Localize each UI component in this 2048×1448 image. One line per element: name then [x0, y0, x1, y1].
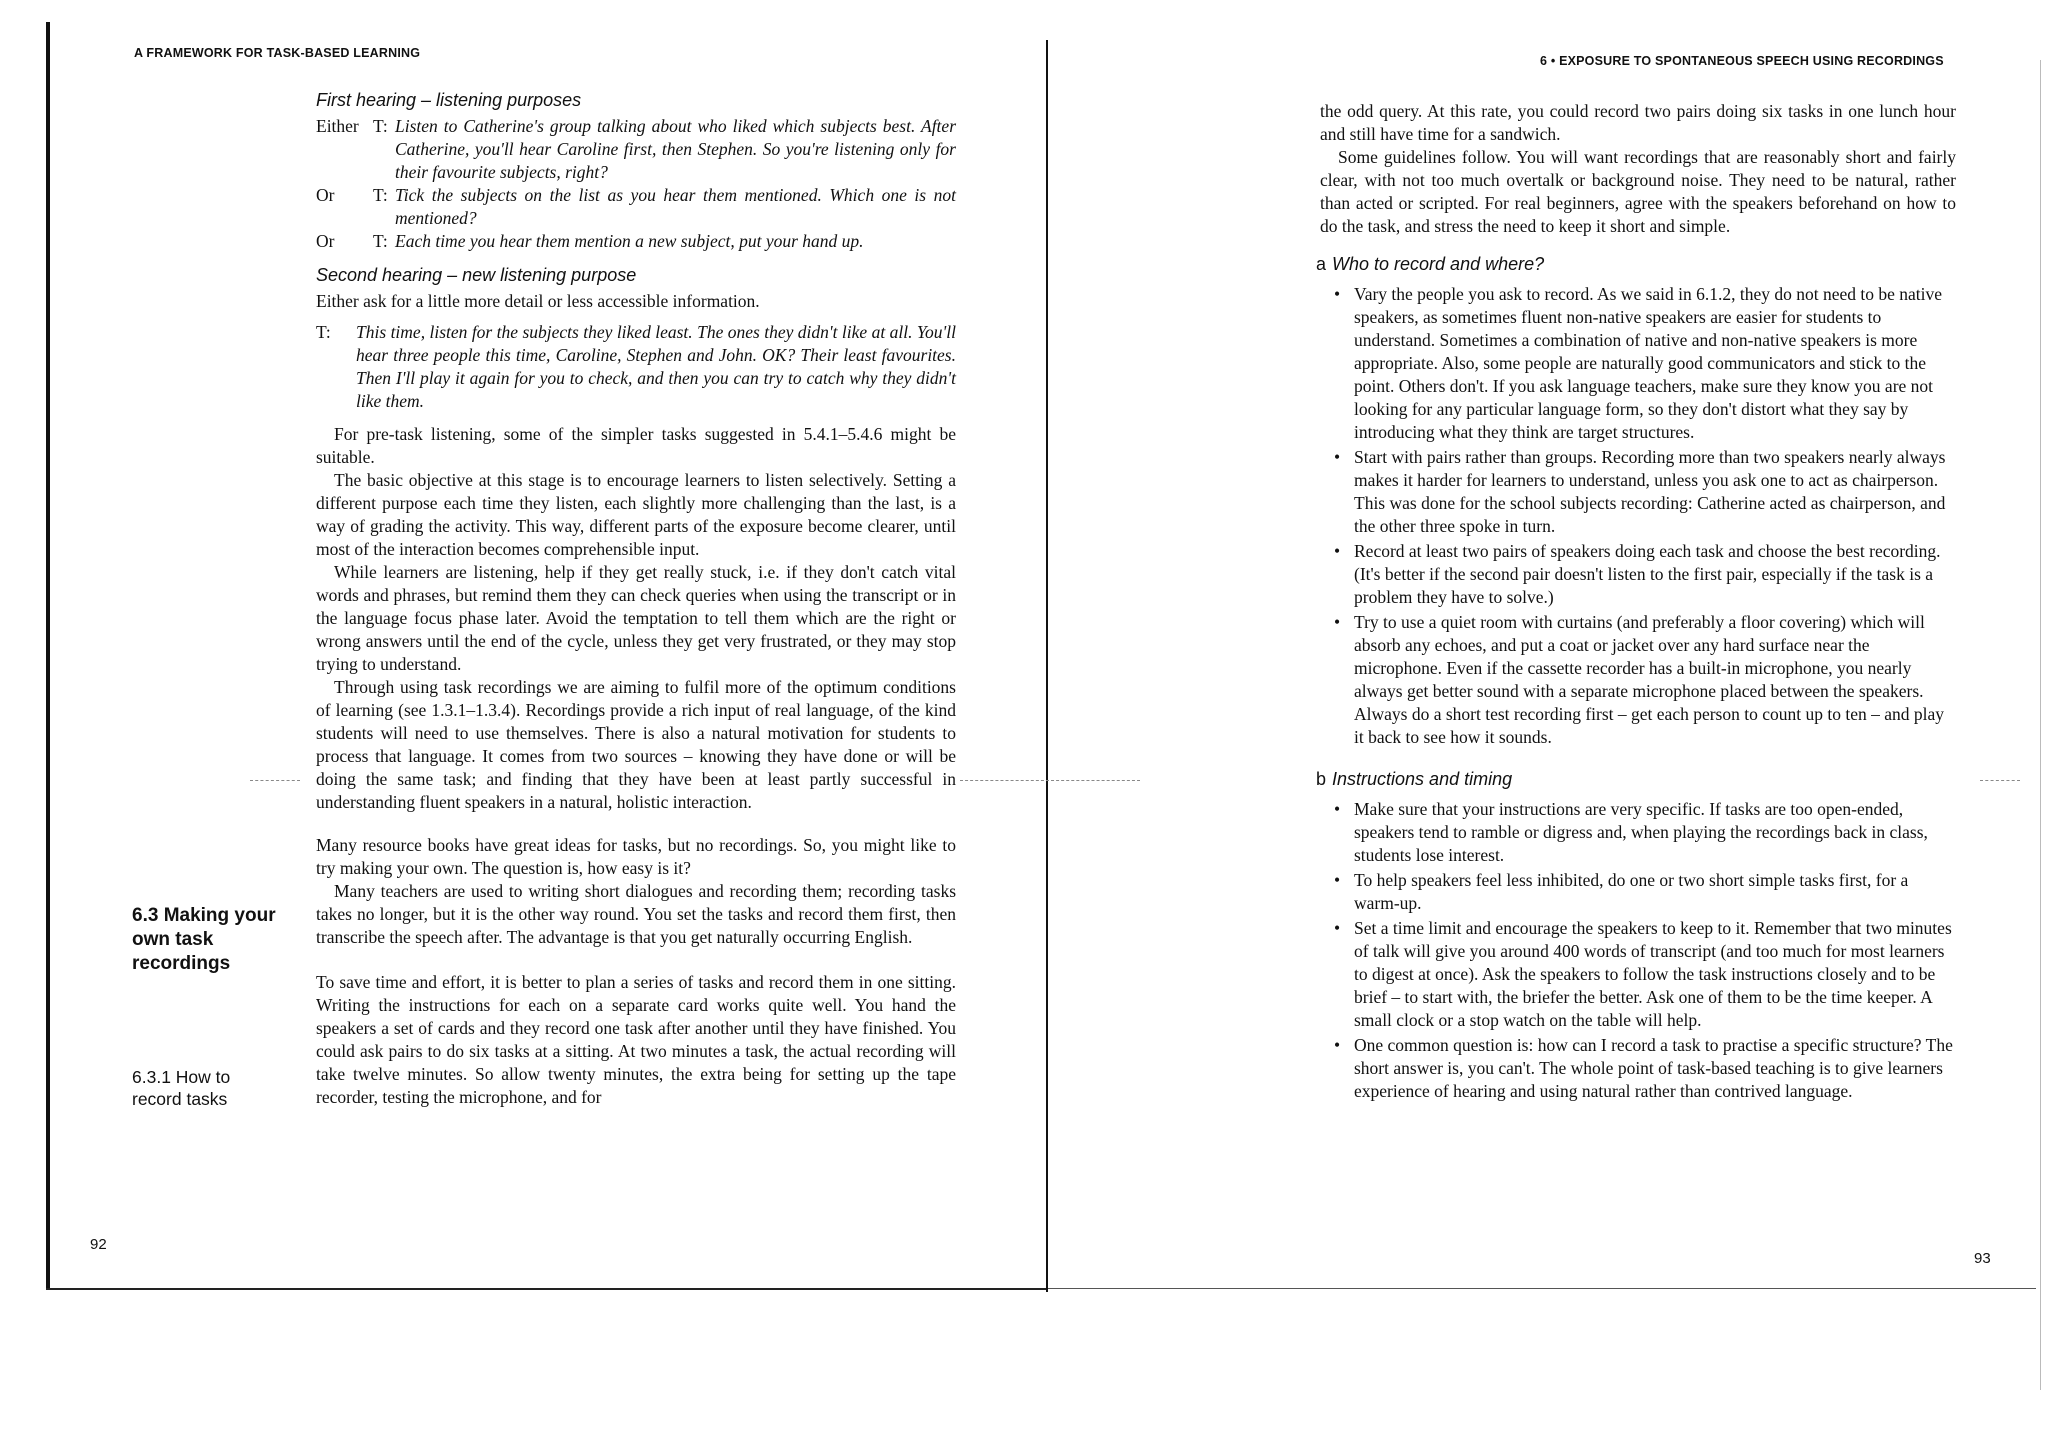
paragraph: The basic objective at this stage is to encourage learners to listen selectively. Setting a different purpose each time they listen, each slightly more challenging than the last, is a way of grading the activity. This way, different parts of the exposure become clearer, until most of the interaction becomes comprehensible input. — [316, 470, 956, 559]
body-paragraphs — [316, 423, 956, 814]
teacher-instruction — [316, 321, 956, 413]
teacher-label: T: — [373, 231, 388, 251]
subsection-a-heading — [1316, 254, 1956, 275]
paragraph: the odd query. At this rate, you could record two pairs doing six tasks in one lunch hour and still have time for a sandwich. — [1320, 101, 1956, 144]
list-item: • Record at least two pairs of speakers doing each task and choose the best recording. (It's better if the second pair doesn't listen to the first pair, especially if the task is a problem they have to solve.) — [1320, 540, 1956, 609]
first-hearing-heading: First hearing – listening purposes — [316, 90, 582, 110]
left-page-edge — [46, 22, 50, 1290]
left-running-header: A FRAMEWORK FOR TASK-BASED LEARNING — [134, 46, 421, 60]
option-row — [316, 184, 956, 230]
right-page-edge — [2040, 60, 2041, 1390]
list-item: • Vary the people you ask to record. As we said in 6.1.2, they do not need to be native speakers, as sometimes fluent non-native speakers are easier for students to understand. Sometimes a combination of native and non-native speakers is more appropriate. Also, some people are naturally good communicators and stick to the point. Others don't. If you ask language teachers, make sure they know you are not looking for any particular language form, so they don't distort what they say by introducing what they think are target structures. — [1320, 283, 1956, 444]
section-6-3-heading: 6.3 Making your own task recordings — [132, 905, 276, 974]
section-6-3-1-body — [316, 971, 956, 1109]
subsection-title: Instructions and timing — [1332, 769, 1513, 789]
paragraph: Some guidelines follow. You will want recordings that are reasonably short and fairly clear, with not too much overtalk or background noise. They need to be natural, rather than acted or scripted. For real beginners, agree with the speakers beforehand on how to do the task, and stress the need to keep it short and simple. — [1320, 147, 1956, 236]
paragraph: To save time and effort, it is better to plan a series of tasks and record them in one sitting. Writing the instructions for each on a separate card works quite well. You hand the speakers a set of cards and they record one task after another until they have finished. You could ask pairs to do six tasks at a sitting. At two minutes a task, the actual recording will take twelve minutes. So allow twenty minutes, the extra being for setting up the tape recorder, testing the microphone, and for — [316, 972, 956, 1107]
subsection-letter: a — [1316, 254, 1327, 274]
subsection-title: Who to record and where? — [1332, 254, 1545, 274]
bottom-edge-line-right — [1046, 1288, 2036, 1289]
paragraph: While learners are listening, help if they get really stuck, i.e. if they don't catch vital words and phrases, but remind them they can check queries when using the transcript or in the language focus phase later. Avoid the temptation to tell them which are the right or wrong answers until the end of the cycle, unless they get very frustrated, or they may stop trying to understand. — [316, 562, 956, 674]
bullet-list-b — [1320, 798, 1956, 1103]
second-hearing-heading: Second hearing – new listening purpose — [316, 265, 637, 285]
second-hearing-section — [316, 265, 956, 413]
list-item: • Start with pairs rather than groups. Recording more than two speakers nearly always makes it harder for learners to understand, unless you ask one to act as chairperson. This was done for the school subjects recording: Catherine acted as chairperson, and the other three spoke in turn. — [1320, 446, 1956, 538]
list-item: • One common question is: how can I record a task to practise a specific structure? The short answer is, you can't. The whole point of task-based teaching is to give learners experience of hearing and using natural rather than contrived language. — [1320, 1034, 1956, 1103]
fold-mark-center — [960, 780, 1140, 781]
option-text: Each time you hear them mention a new subject, put your hand up. — [395, 231, 864, 251]
list-item: • Make sure that your instructions are very specific. If tasks are too open-ended, speakers tend to ramble or digress and, when playing the recordings back in class, students lose interest. — [1320, 798, 1956, 867]
fold-mark-left — [250, 780, 300, 781]
subsection-b-heading — [1316, 769, 1956, 790]
bullet-list-a — [1320, 283, 1956, 749]
teacher-label: T: — [316, 322, 331, 342]
right-intro — [1320, 100, 1956, 238]
right-page-number: 93 — [1974, 1250, 1991, 1267]
option-label: Or — [316, 185, 335, 205]
option-row — [316, 230, 956, 253]
left-page-number: 92 — [90, 1236, 107, 1253]
second-hearing-intro: Either ask for a little more detail or less accessible information. — [316, 291, 760, 311]
list-item: • Set a time limit and encourage the speakers to keep to it. Remember that two minutes of talk will give you around 400 words of transcript (and too much for most learners to digest at once). Ask the speakers to follow the task instructions closely and to be brief – to start with, the briefer the better. Ask one of them to be the time keeper. A small clock or a stop watch on the table will help. — [1320, 917, 1956, 1032]
right-running-header: 6 • EXPOSURE TO SPONTANEOUS SPEECH USING RECORDINGS — [1540, 54, 1944, 68]
teacher-label: T: — [373, 185, 388, 205]
section-6-3-1-heading: 6.3.1 How to record tasks — [132, 1067, 231, 1109]
first-hearing-section — [316, 90, 956, 253]
bottom-edge-line — [46, 1288, 1046, 1290]
teacher-instruction-text: This time, listen for the subjects they liked least. The ones they didn't like at all. You'll hear three people this time, Caroline, Stephen and John. OK? Their least favourites. Then I'll play it again for you to check, and then you can try to catch why they didn't like them. — [356, 322, 956, 411]
gutter-line — [1046, 40, 1048, 1292]
option-text: Tick the subjects on the list as you hear them mentioned. Which one is not mentioned? — [395, 185, 956, 228]
right-main-column — [1316, 100, 1956, 1105]
list-item: • Try to use a quiet room with curtains (and preferably a floor covering) which will absorb any echoes, and put a coat or jacket over any hard surface near the microphone. Even if the cassette recorder has a built-in microphone, you nearly always get better sound with a separate microphone placed between the speakers. Always do a short test recording first – get each person to count up to ten – and play it back to see how it sounds. — [1320, 611, 1956, 749]
section-6-3-body — [316, 834, 956, 949]
paragraph: For pre-task listening, some of the simpler tasks suggested in 5.4.1–5.4.6 might be suitable. — [316, 424, 956, 467]
left-main-column — [316, 90, 956, 1109]
option-label: Or — [316, 231, 335, 251]
fold-mark-right — [1980, 780, 2020, 781]
paragraph: Through using task recordings we are aiming to fulfil more of the optimum conditions of learning (see 1.3.1–1.3.4). Recordings provide a rich input of real language, of the kind students will need to use themselves. There is also a natural motivation for students to process that language. It comes from two sources – knowing they have done or will be doing the same task; and finding that they have been at least partly successful in understanding fluent speakers in a natural, holistic interaction. — [316, 677, 956, 812]
subsection-letter: b — [1316, 769, 1327, 789]
paragraph: Many resource books have great ideas for tasks, but no recordings. So, you might like to try making your own. The question is, how easy is it? — [316, 835, 956, 878]
option-label: Either — [316, 116, 359, 136]
paragraph: Many teachers are used to writing short dialogues and recording them; recording tasks takes no longer, but it is the other way round. You set the tasks and record them first, then transcribe the speech after. The advantage is that you get naturally occurring English. — [316, 881, 956, 947]
option-text: Listen to Catherine's group talking about who liked which subjects best. After Catherine, you'll hear Caroline first, then Stephen. So you're listening only for their favourite subjects, right? — [395, 116, 956, 182]
teacher-label: T: — [373, 116, 388, 136]
option-row — [316, 115, 956, 184]
list-item: • To help speakers feel less inhibited, do one or two short simple tasks first, for a warm-up. — [1320, 869, 1956, 915]
